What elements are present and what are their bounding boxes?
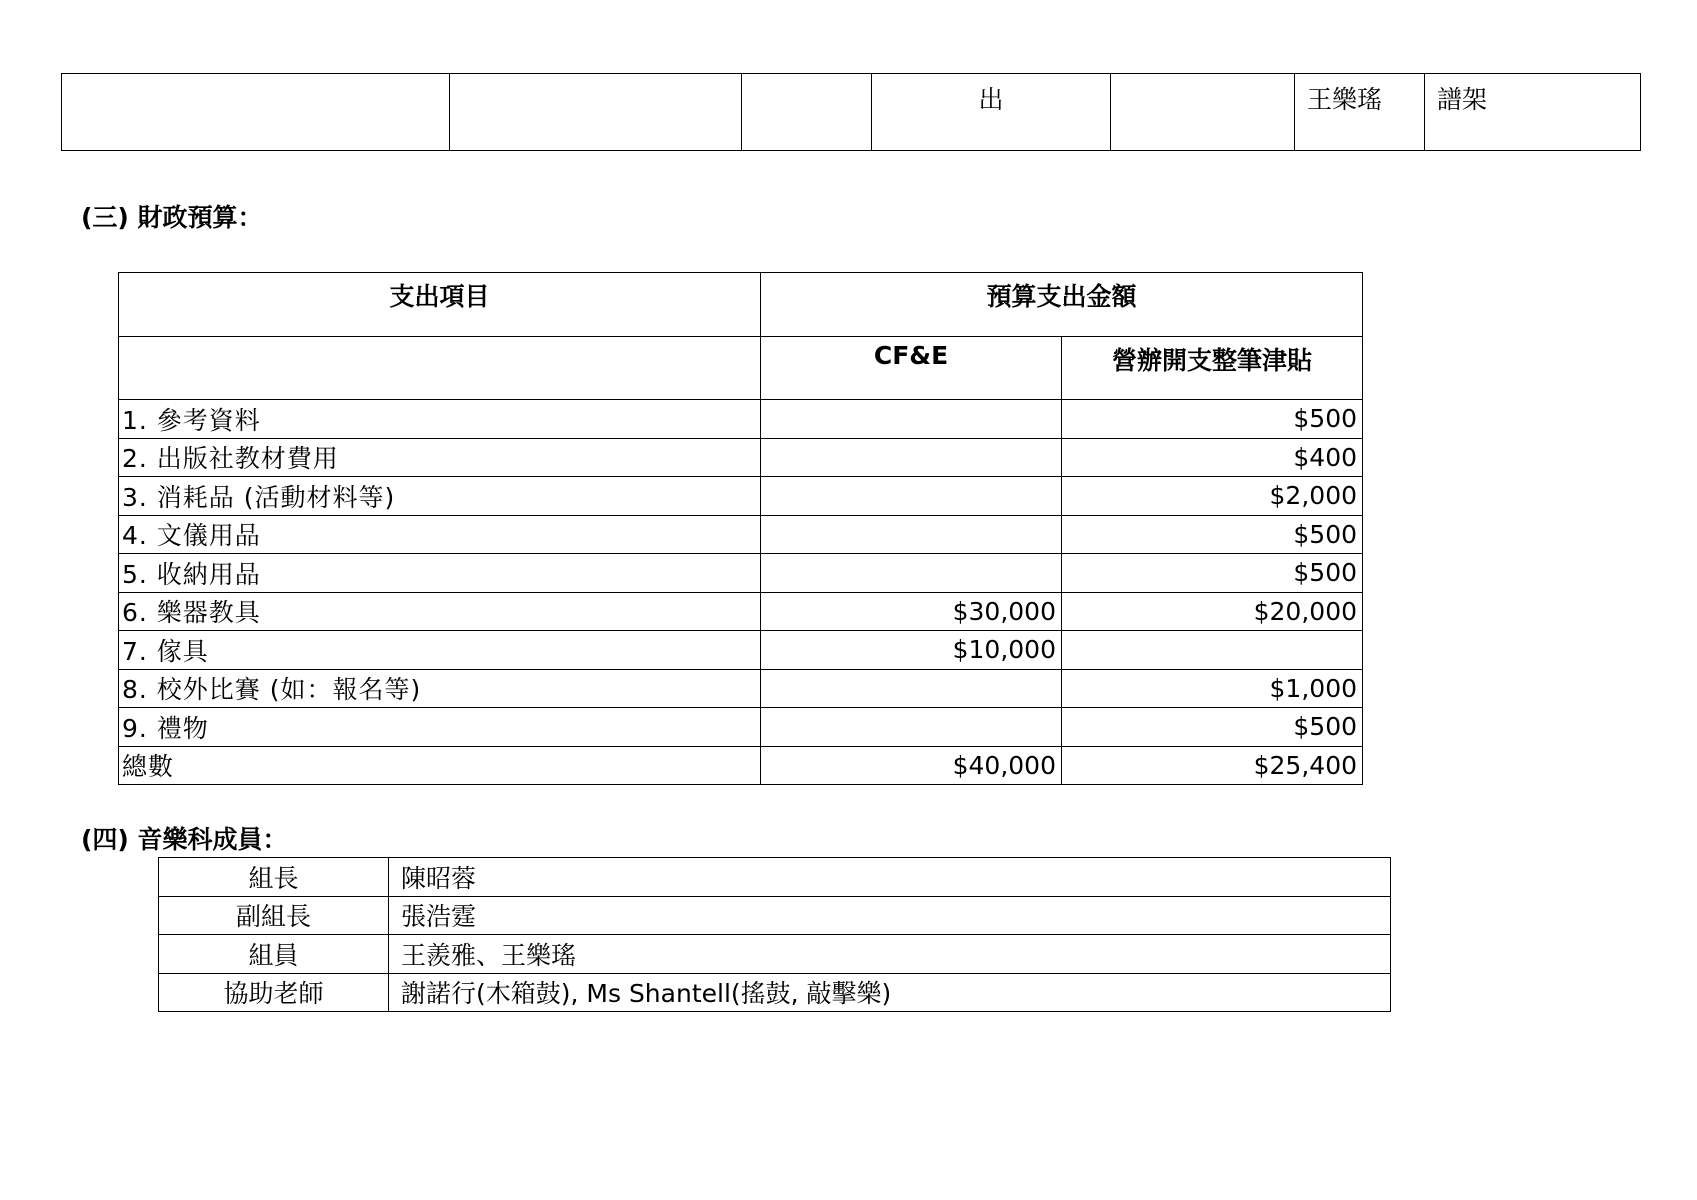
empty-header-cell — [119, 337, 761, 400]
cfe-header: CF&E — [761, 337, 1062, 400]
grant-total: $25,400 — [1062, 746, 1363, 785]
budget-table — [118, 272, 1363, 785]
table-cell — [1111, 74, 1295, 151]
table-row — [159, 858, 1391, 897]
grant-amount: $20,000 — [1062, 592, 1363, 631]
activity-table-fragment — [61, 73, 1641, 151]
table-row — [119, 515, 1363, 554]
total-row — [119, 746, 1363, 785]
table-row — [159, 973, 1391, 1012]
expense-item: 5. 收納用品 — [119, 554, 761, 593]
cfe-amount: $30,000 — [761, 592, 1062, 631]
table-row — [119, 708, 1363, 747]
member-role: 組長 — [159, 858, 389, 897]
cfe-amount: $10,000 — [761, 631, 1062, 670]
grant-amount — [1062, 631, 1363, 670]
cfe-total: $40,000 — [761, 746, 1062, 785]
member-role: 組員 — [159, 935, 389, 974]
table-cell — [62, 74, 450, 151]
grant-amount: $500 — [1062, 400, 1363, 439]
cfe-amount — [761, 708, 1062, 747]
members-section-heading: (四) 音樂科成員： — [81, 825, 288, 854]
table-row — [159, 935, 1391, 974]
table-cell — [450, 74, 742, 151]
grant-header: 營辦開支整筆津貼 — [1062, 337, 1363, 400]
expense-item-header: 支出項目 — [119, 273, 761, 337]
expense-item: 2. 出版社教材費用 — [119, 438, 761, 477]
table-row — [119, 631, 1363, 670]
grant-amount: $500 — [1062, 515, 1363, 554]
table-row — [119, 438, 1363, 477]
member-role: 協助老師 — [159, 973, 389, 1012]
grant-amount: $500 — [1062, 708, 1363, 747]
budget-amount-header: 預算支出金額 — [761, 273, 1363, 337]
member-role: 副組長 — [159, 896, 389, 935]
expense-item: 6. 樂器教具 — [119, 592, 761, 631]
table-row — [119, 592, 1363, 631]
grant-amount: $2,000 — [1062, 477, 1363, 516]
member-names: 王羨雅、王樂瑤 — [389, 935, 1391, 974]
expense-item: 4. 文儀用品 — [119, 515, 761, 554]
expense-item: 3. 消耗品 (活動材料等) — [119, 477, 761, 516]
total-label: 總數 — [119, 746, 761, 785]
member-names: 陳昭蓉 — [389, 858, 1391, 897]
cfe-amount — [761, 554, 1062, 593]
table-row — [159, 896, 1391, 935]
grant-amount: $1,000 — [1062, 669, 1363, 708]
table-row — [119, 477, 1363, 516]
expense-item: 1. 參考資料 — [119, 400, 761, 439]
table-header-row — [119, 273, 1363, 337]
table-row — [119, 669, 1363, 708]
table-subheader-row — [119, 337, 1363, 400]
table-cell: 譜架 — [1425, 74, 1641, 151]
member-names: 謝諾行(木箱鼓), Ms Shantell(搖鼓, 敲擊樂) — [389, 973, 1391, 1012]
cfe-amount — [761, 669, 1062, 708]
expense-item: 8. 校外比賽 (如：報名等) — [119, 669, 761, 708]
budget-section-heading: (三) 財政預算： — [81, 203, 263, 232]
table-row — [119, 400, 1363, 439]
grant-amount: $400 — [1062, 438, 1363, 477]
table-row — [62, 74, 1641, 151]
table-cell — [742, 74, 872, 151]
cfe-amount — [761, 400, 1062, 439]
members-table — [158, 857, 1391, 1012]
grant-amount: $500 — [1062, 554, 1363, 593]
cfe-amount — [761, 438, 1062, 477]
table-cell: 出 — [872, 74, 1111, 151]
expense-item: 7. 傢具 — [119, 631, 761, 670]
member-names: 張浩霆 — [389, 896, 1391, 935]
table-cell: 王樂瑤 — [1295, 74, 1425, 151]
cfe-amount — [761, 515, 1062, 554]
table-row — [119, 554, 1363, 593]
cfe-amount — [761, 477, 1062, 516]
expense-item: 9. 禮物 — [119, 708, 761, 747]
